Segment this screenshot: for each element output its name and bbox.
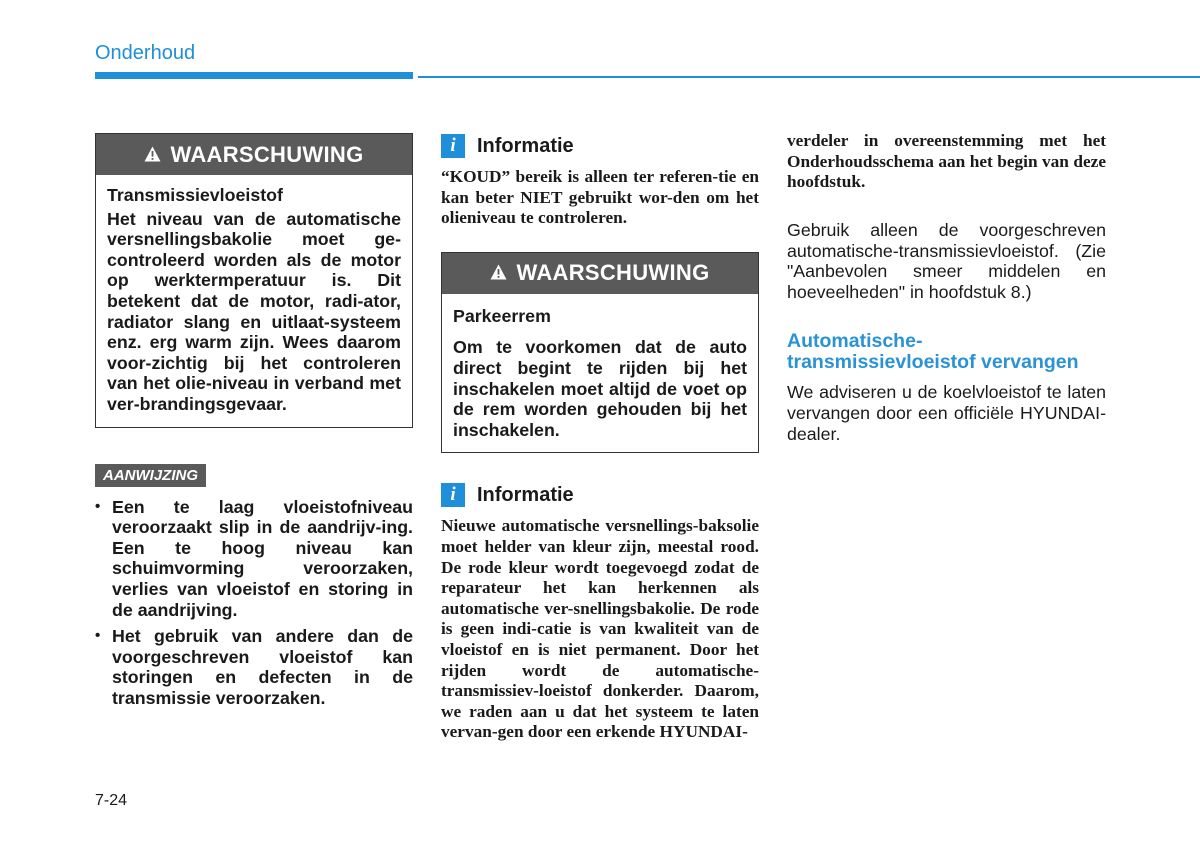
list-item: • Het gebruik van andere dan de voorgeschreven vloeistof kan storingen en defecten in de transmissie veroorzaken. bbox=[95, 626, 413, 708]
page-number: 7-24 bbox=[95, 792, 128, 809]
subsection-heading: Automatische-transmissievloeistof vervangen bbox=[787, 329, 1079, 374]
info-text: Nieuwe automatische versnellings-baksolie moet helder van kleur zijn, meestal rood. De rode kleur wordt toegevoegd zodat de reparateur het kan herkennen als automatische ver-snellingsbakolie. De rode is geen indi-catie is van kwaliteit van de vloeistof en is niet permanent. Door het rijden wordt de automatische-transmissiev-loeistof donkerder. Daarom, we raden aan u dat het systeem te laten vervan-gen door een erkende HYUNDAI- bbox=[441, 516, 759, 742]
info-icon: i bbox=[441, 134, 465, 158]
section-title: Onderhoud bbox=[95, 42, 196, 64]
info-title: Informatie bbox=[477, 483, 574, 506]
column-middle bbox=[441, 133, 759, 743]
warning-title: WAARSCHUWING bbox=[516, 260, 710, 286]
warning-icon bbox=[144, 142, 161, 168]
info-text: “KOUD” bereik is alleen ter referen-tie en kan beter NIET gebruikt wor-den om het olieniveau te controleren. bbox=[441, 167, 759, 228]
warning-title: WAARSCHUWING bbox=[170, 141, 364, 167]
note-tag: AANWIJZING bbox=[95, 464, 206, 487]
header-rule-thick bbox=[95, 72, 413, 79]
paragraph: Gebruik alleen de voorgeschreven automatische-transmissievloeistof. (Zie "Aanbevolen smeer middelen en hoeveelheden" in hoofdstuk 8.) bbox=[787, 219, 1106, 303]
header-rule-thin bbox=[418, 76, 1200, 78]
warning-body bbox=[96, 175, 412, 427]
warning-header bbox=[96, 134, 412, 175]
continuation-text: verdeler in overeenstemming met het Onderhoudsschema aan het begin van deze hoofdstuk. bbox=[787, 131, 1106, 192]
warning-subtitle: Transmissievloeistof bbox=[107, 185, 283, 205]
warning-subtitle: Parkeerrem bbox=[453, 305, 551, 326]
warning-body bbox=[442, 294, 758, 453]
warning-header bbox=[442, 253, 758, 294]
info-icon: i bbox=[441, 483, 465, 507]
warning-text: Om te voorkomen dat de auto direct begint te rijden bij het inschakelen moet altijd de voet op de rem worden gehouden bij het inschakelen. bbox=[453, 337, 747, 440]
paragraph: We adviseren u de koelvloeistof te laten vervangen door een officiële HYUNDAI-dealer. bbox=[787, 381, 1106, 444]
column-left bbox=[95, 133, 413, 714]
list-item: • Een te laag vloeistofniveau veroorzaakt slip in de aandrijv-ing. Een te hoog niveau kan schuimvorming veroorzaken, verlies van vloeistof en storing in de aandrijving. bbox=[95, 497, 413, 621]
info-header bbox=[441, 482, 759, 508]
warning-box-parking-brake bbox=[441, 252, 759, 454]
warning-text: Het niveau van de automatische versnellingsbakolie moet ge-controleerd worden als de motor op werktermperatuur is. Dit betekent dat de motor, radi-ator, radiator slang en uitlaat-systeem enz. erg warm zijn. Wees daarom voor-zichtig bij het controleren van het olie-niveau in verband met ver-brandingsgevaar. bbox=[107, 208, 401, 414]
info-header bbox=[441, 133, 759, 159]
column-right bbox=[787, 131, 1106, 444]
warning-icon bbox=[490, 260, 507, 286]
note-list bbox=[95, 497, 413, 709]
info-title: Informatie bbox=[477, 134, 574, 157]
warning-box-transmission bbox=[95, 133, 413, 428]
